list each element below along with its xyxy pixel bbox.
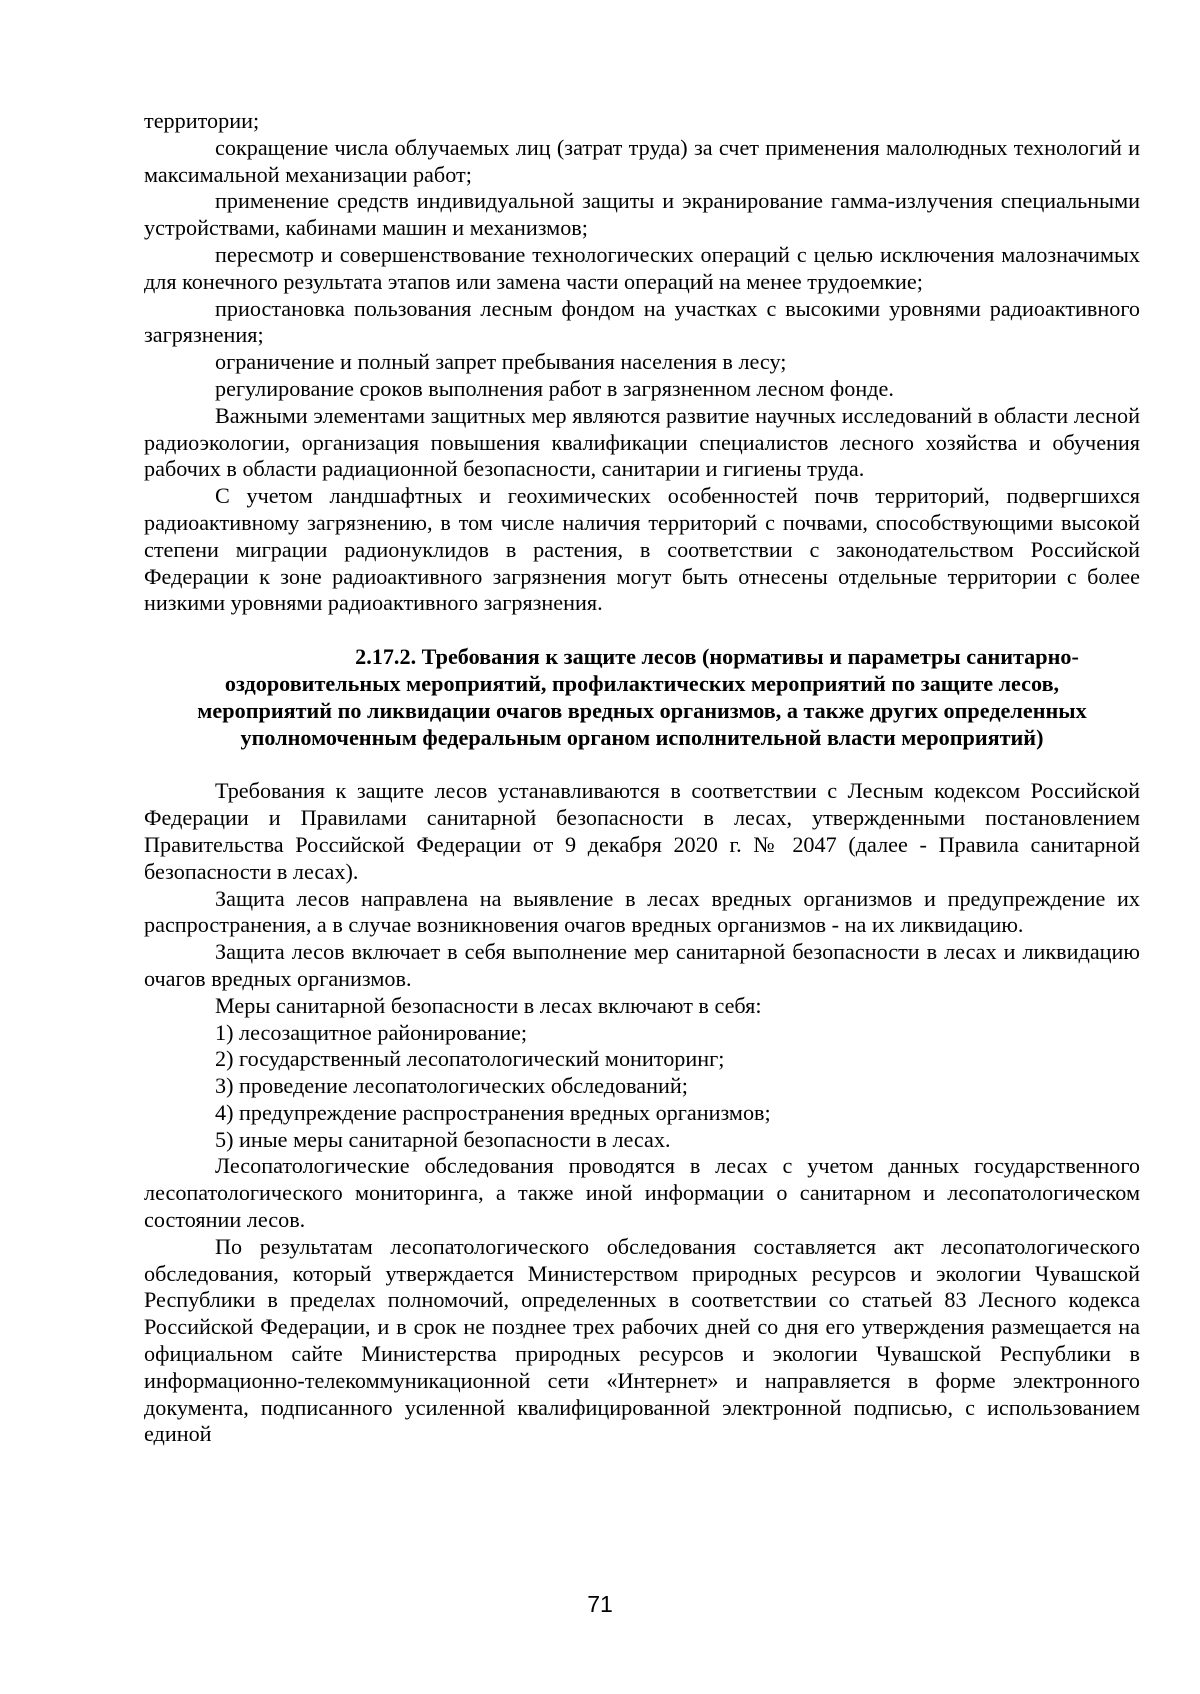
paragraph: регулирование сроков выполнения работ в загрязненном лесном фонде. [215, 375, 894, 401]
paragraph: Меры санитарной безопасности в лесах включают в себя: [215, 992, 762, 1018]
paragraph: приостановка пользования лесным фондом на участках с высокими уровнями радиоактивного загрязнения; [144, 295, 1140, 348]
paragraph: пересмотр и совершенствование технологических операций с целью исключения малозначимых для конечного результата этапов или замена части операций на менее трудоемкие; [144, 241, 1140, 294]
heading-line: 2.17.2. Требования к защите лесов (нормативы и параметры санитарно- [355, 644, 1079, 670]
list-item: 5) иные меры санитарной безопасности в лесах. [215, 1126, 671, 1152]
paragraph: ограничение и полный запрет пребывания населения в лесу; [215, 349, 787, 375]
page-content [144, 108, 1140, 1448]
list-item: 2) государственный лесопатологический мониторинг; [215, 1046, 725, 1072]
page-number: 71 [587, 1591, 613, 1617]
paragraph: Защита лесов направлена на выявление в лесах вредных организмов и предупреждение их распространения, а в случае возникновения очагов вредных организмов - на их ликвидацию. [144, 885, 1140, 938]
list-item: 1) лесозащитное районирование; [215, 1019, 527, 1045]
paragraph: Требования к защите лесов устанавливаются в соответствии с Лесным кодексом Российской Федерации и Правилами санитарной безопасности в лесах, утвержденными постановлением Правительства Российской Федерации от 9 декабря 2020 г. № 2047 (далее - Правила санитарной безопасности в лесах). [144, 778, 1140, 884]
paragraph: применение средств индивидуальной защиты и экранирование гамма-излучения специальными устройствами, кабинами машин и механизмов; [144, 188, 1140, 241]
paragraph: сокращение числа облучаемых лиц (затрат труда) за счет применения малолюдных технологий и максимальной механизации работ; [144, 134, 1140, 187]
paragraph: Лесопатологические обследования проводятся в лесах с учетом данных государственного лесопатологического мониторинга, а также иной информации о санитарном и лесопатологическом состоянии лесов. [144, 1153, 1140, 1233]
list-item: 3) проведение лесопатологических обследований; [215, 1073, 688, 1099]
heading-line: оздоровительных мероприятий, профилактических мероприятий по защите лесов, [224, 670, 1060, 696]
paragraph: По результатам лесопатологического обследования составляется акт лесопатологического обследования, который утверждается Министерством природных ресурсов и экологии Чувашской Республики в пределах полномочий, определенных в соответствии со статьей 83 Лесного кодекса Российской Федерации, и в срок не позднее трех рабочих дней со дня его утверждения размещается на официальном сайте Министерства природных ресурсов и экологии Чувашской Республики в информационно-телекоммуникационной сети «Интернет» и направляется в форме электронного документа, подписанного усиленной квалифицированной электронной подписью, с использованием единой [144, 1233, 1140, 1447]
paragraph: С учетом ландшафтных и геохимических особенностей почв территорий, подвергшихся радиоактивному загрязнению, в том числе наличия территорий с почвами, способствующими высокой степени миграции радионуклидов в растения, в соответствии с законодательством Российской Федерации к зоне радиоактивного загрязнения могут быть отнесены отдельные территории с более низкими уровнями радиоактивного загрязнения. [144, 483, 1140, 616]
list-item: 4) предупреждение распространения вредных организмов; [215, 1099, 771, 1125]
paragraph: Важными элементами защитных мер являются развитие научных исследований в области лесной радиоэкологии, организация повышения квалификации специалистов лесного хозяйства и обучения рабочих в области радиационной безопасности, санитарии и гигиены труда. [144, 402, 1140, 482]
heading-line: уполномоченным федеральным органом исполнительной власти мероприятий) [240, 724, 1044, 750]
section-heading [144, 644, 1140, 751]
paragraph: территории; [144, 108, 260, 133]
heading-line: мероприятий по ликвидации очагов вредных организмов, а также других определенных [197, 697, 1087, 723]
paragraph: Защита лесов включает в себя выполнение мер санитарной безопасности в лесах и ликвидацию очагов вредных организмов. [144, 939, 1140, 991]
